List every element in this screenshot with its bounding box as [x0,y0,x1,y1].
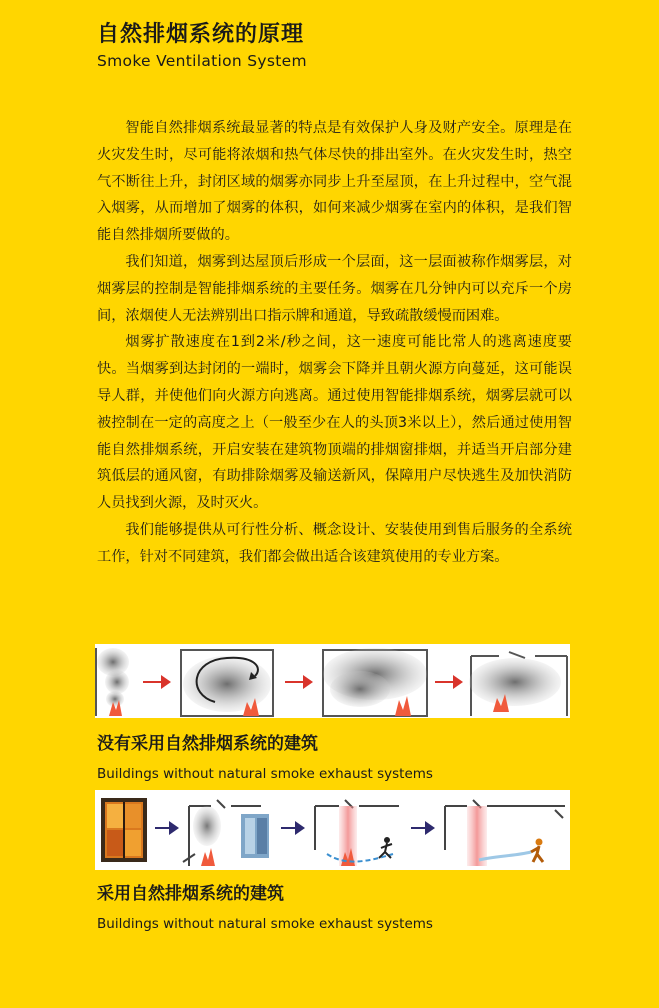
page-title: 自然排烟系统的原理 [97,22,305,47]
paragraph-2: 我们知道，烟雾到达屋顶后形成一个层面，这一层面被称作烟雾层，对烟雾层的控制是智能排烟系统的主要任务。烟雾在几分钟内可以充斥一个房间，浓烟使人无法辨别出口指示牌和通道，导致疏散缓慢而困难。 [97,253,572,324]
arrow-right-icon [281,821,305,835]
section2-subtitle: Buildings without natural smoke exhaust systems [97,916,433,932]
paragraph-3: 烟雾扩散速度在1到2米/秒之间，这一速度可能比常人的逃离速度要快。当烟雾到达封闭的一端时，烟雾会下降并且朝火源方向蔓延，这可能误导人群，并使他们向火源方向逃离。通过使用智能排烟系统，烟雾层就可以被控制在一定的高度之上（一般至少在人的头顶3米以上），然后通过使用智能自然排烟系统，开启安装在建筑物顶端的排烟窗排烟，并适当开启部分建筑低层的通风窗，有助排除烟雾及输送新风，保障用户尽快逃生及加快消防人员找到火源，及时灭火。 [97,334,572,512]
burning-window-photo [101,798,147,862]
vent-open-panel [183,800,269,866]
page-subtitle: Smoke Ventilation System [97,52,307,70]
diagram-without-system [95,644,570,718]
section2-title: 采用自然排烟系统的建筑 [97,884,284,904]
section1-title: 没有采用自然排烟系统的建筑 [97,734,318,754]
firefighter-icon [531,839,543,863]
diagram-with-system [95,790,570,870]
smoke-filled-room-panel [323,648,427,716]
arrow-right-icon [435,675,463,689]
page-header [97,20,307,71]
body-text [97,115,572,571]
smoke-plume-icon [95,646,135,716]
arrow-right-icon [285,675,313,689]
paragraph-4: 我们能够提供从可行性分析、概念设计、安装使用到售后服务的全系统工作，针对不同建筑，我们都会做出适合该建筑使用的专业方案。 [97,521,572,565]
escape-route-panel [315,800,399,866]
firefighter-panel [445,800,565,866]
smoke-circulation-panel [181,650,273,716]
paragraph-1: 智能自然排烟系统最显著的特点是有效保护人身及财产安全。原理是在火灾发生时，尽可能将浓烟和热气体尽快的排出室外。在火灾发生时，热空气不断往上升，封闭区域的烟雾亦同步上升至屋顶，在上升过程中，空气混入烟雾，从而增加了烟雾的体积，如何来减少烟雾在室内的体积，是我们智能自然排烟所要做的。 [97,120,572,244]
arrow-right-icon [411,821,435,835]
section1-subtitle: Buildings without natural smoke exhaust systems [97,766,433,782]
arrow-right-icon [155,821,179,835]
smoke-exhaust-panel [469,650,567,716]
arrow-right-icon [143,675,171,689]
